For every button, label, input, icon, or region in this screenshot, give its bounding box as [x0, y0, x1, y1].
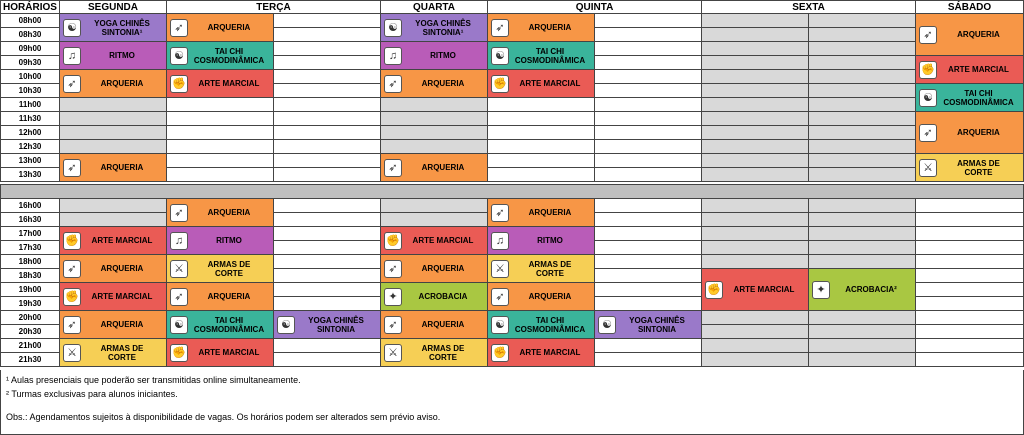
empty-slot [915, 254, 1024, 269]
class-block-sabado[interactable] [915, 153, 1024, 182]
empty-slot [915, 324, 1024, 339]
unavailable-slot [808, 167, 916, 182]
unavailable-slot [59, 111, 167, 126]
empty-slot [594, 153, 702, 168]
unavailable-slot [808, 352, 916, 367]
unavailable-slot [701, 212, 809, 227]
unavailable-slot [701, 153, 809, 168]
class-block-segunda[interactable] [59, 226, 167, 255]
class-block-sabado[interactable] [915, 55, 1024, 84]
sword-icon: ⚔ [919, 159, 937, 177]
empty-slot [273, 55, 381, 70]
time-slot: 17h00 [0, 226, 60, 241]
unavailable-slot [701, 352, 809, 367]
empty-slot [273, 13, 381, 28]
class-block-segunda[interactable] [59, 13, 167, 42]
class-block-segunda[interactable] [59, 282, 167, 311]
empty-slot [594, 198, 702, 213]
class-block-quarta[interactable] [380, 338, 488, 367]
empty-slot [594, 27, 702, 42]
empty-slot [487, 125, 595, 140]
empty-slot [915, 268, 1024, 283]
class-label: ARTE MARCIAL [519, 79, 581, 88]
archer-icon: ➶ [491, 204, 509, 222]
time-slot: 17h30 [0, 240, 60, 255]
unavailable-slot [808, 254, 916, 269]
empty-slot [594, 55, 702, 70]
class-block-terca[interactable] [166, 198, 274, 227]
drum-icon: ♫ [491, 232, 509, 250]
empty-slot [273, 83, 381, 98]
empty-slot [273, 198, 381, 213]
taichi-icon: ☯ [170, 316, 188, 334]
archer-icon: ➶ [919, 124, 937, 142]
unavailable-slot [701, 41, 809, 56]
unavailable-slot [701, 97, 809, 112]
unavailable-slot [380, 198, 488, 213]
class-block-segunda[interactable] [59, 41, 167, 70]
class-block-quarta[interactable] [380, 153, 488, 182]
empty-slot [594, 69, 702, 84]
class-label: ARQUERIA [528, 292, 572, 301]
unavailable-slot [701, 240, 809, 255]
header-segunda: SEGUNDA [59, 0, 167, 14]
time-slot: 13h00 [0, 153, 60, 168]
class-block-quinta[interactable] [487, 310, 595, 339]
class-block-quarta[interactable] [380, 13, 488, 42]
class-block-quinta[interactable] [487, 226, 595, 255]
unavailable-slot [380, 111, 488, 126]
empty-slot [594, 352, 702, 367]
class-label: ARQUERIA [100, 163, 144, 172]
empty-slot [594, 41, 702, 56]
unavailable-slot [808, 13, 916, 28]
time-slot: 20h30 [0, 324, 60, 339]
class-label: YOGA CHINÊS SINTONIA [629, 315, 685, 334]
archer-icon: ➶ [384, 260, 402, 278]
class-label: ARMAS DE CORTE [207, 259, 251, 278]
empty-slot [273, 167, 381, 182]
class-label: ARTE MARCIAL [91, 236, 153, 245]
empty-slot [487, 153, 595, 168]
class-label: ACROBACIA² [845, 285, 897, 294]
archer-icon: ➶ [919, 26, 937, 44]
class-label: ARTE MARCIAL [948, 65, 1009, 74]
empty-slot [166, 111, 274, 126]
time-slot: 11h00 [0, 97, 60, 112]
empty-slot [915, 296, 1024, 311]
class-block-quarta[interactable] [380, 310, 488, 339]
unavailable-slot [808, 198, 916, 213]
class-block-segunda[interactable] [59, 254, 167, 283]
unavailable-slot [59, 198, 167, 213]
unavailable-slot [701, 167, 809, 182]
unavailable-slot [808, 41, 916, 56]
unavailable-slot [701, 198, 809, 213]
class-label: ARQUERIA [421, 320, 465, 329]
unavailable-slot [808, 55, 916, 70]
unavailable-slot [701, 69, 809, 84]
taichi-icon: ☯ [491, 316, 509, 334]
empty-slot [487, 111, 595, 126]
class-block-terca[interactable] [166, 254, 274, 283]
class-block-terca[interactable] [166, 310, 274, 339]
kick-icon: ✊ [63, 232, 81, 250]
empty-slot [273, 41, 381, 56]
empty-slot [915, 352, 1024, 367]
time-slot: 18h00 [0, 254, 60, 269]
meditation-icon: ☯ [63, 19, 81, 37]
header-quarta: QUARTA [380, 0, 488, 14]
sword-icon: ⚔ [491, 260, 509, 278]
unavailable-slot [701, 125, 809, 140]
empty-slot [594, 125, 702, 140]
class-label: ARQUERIA [528, 208, 572, 217]
header-horarios: HORÁRIOS [0, 0, 60, 14]
class-block-segunda[interactable] [59, 310, 167, 339]
taichi-icon: ☯ [491, 47, 509, 65]
class-block-quinta[interactable] [487, 338, 595, 367]
footnote-1: ¹ Aulas presenciais que poderão ser transmitidas online simultaneamente. [6, 375, 301, 385]
archer-icon: ➶ [384, 316, 402, 334]
unavailable-slot [808, 212, 916, 227]
archer-icon: ➶ [491, 288, 509, 306]
archer-icon: ➶ [491, 19, 509, 37]
unavailable-slot [808, 125, 916, 140]
unavailable-slot [808, 240, 916, 255]
unavailable-slot [808, 338, 916, 353]
empty-slot [273, 97, 381, 112]
class-label: YOGA CHINÊS SINTONIA [308, 315, 364, 334]
acrobat-icon: ✦ [812, 281, 830, 299]
empty-slot [273, 282, 381, 297]
empty-slot [273, 27, 381, 42]
archer-icon: ➶ [170, 19, 188, 37]
class-label: ARQUERIA [957, 30, 1000, 39]
class-block-terca[interactable] [166, 69, 274, 98]
unavailable-slot [380, 125, 488, 140]
taichi-icon: ☯ [919, 89, 937, 107]
time-slot: 11h30 [0, 111, 60, 126]
class-block-quarta[interactable] [380, 226, 488, 255]
kick-icon: ✊ [170, 75, 188, 93]
time-slot: 19h00 [0, 282, 60, 297]
time-slot: 08h00 [0, 13, 60, 28]
empty-slot [273, 69, 381, 84]
empty-slot [487, 167, 595, 182]
class-block-segunda[interactable] [59, 338, 167, 367]
class-label: ARMAS DE CORTE [528, 259, 572, 278]
archer-icon: ➶ [384, 75, 402, 93]
drum-icon: ♫ [63, 47, 81, 65]
class-block-quinta[interactable] [487, 69, 595, 98]
unavailable-slot [701, 226, 809, 241]
class-label: YOGA CHINÊS SINTONIA¹ [415, 18, 471, 37]
class-label: ARQUERIA [100, 264, 144, 273]
empty-slot [594, 83, 702, 98]
class-block-quarta[interactable] [380, 69, 488, 98]
empty-slot [273, 296, 381, 311]
class-label: ARQUERIA [421, 264, 465, 273]
time-slot: 10h30 [0, 83, 60, 98]
class-block-quarta[interactable] [380, 254, 488, 283]
unavailable-slot [701, 254, 809, 269]
class-block-sabado[interactable] [915, 13, 1024, 56]
class-label: ARQUERIA [421, 163, 465, 172]
class-block-quinta[interactable] [487, 198, 595, 227]
unavailable-slot [808, 139, 916, 154]
empty-slot [166, 139, 274, 154]
class-block-sabado[interactable] [915, 83, 1024, 112]
class-block-quinta[interactable] [487, 254, 595, 283]
class-label: ARQUERIA [421, 79, 465, 88]
class-label: TAI CHI COSMODINÂMICA [193, 315, 265, 334]
class-block-terca[interactable] [166, 13, 274, 42]
kick-icon: ✊ [384, 232, 402, 250]
archer-icon: ➶ [170, 288, 188, 306]
time-slot: 08h30 [0, 27, 60, 42]
unavailable-slot [808, 226, 916, 241]
empty-slot [273, 139, 381, 154]
unavailable-slot [59, 97, 167, 112]
time-slot: 09h00 [0, 41, 60, 56]
meditation-icon: ☯ [277, 316, 295, 334]
footnotes [0, 370, 1024, 435]
time-slot: 16h30 [0, 212, 60, 227]
empty-slot [273, 226, 381, 241]
empty-slot [273, 268, 381, 283]
empty-slot [273, 240, 381, 255]
empty-slot [273, 254, 381, 269]
class-block-segunda[interactable] [59, 153, 167, 182]
class-block-terca[interactable] [166, 338, 274, 367]
empty-slot [915, 240, 1024, 255]
class-label: ARQUERIA [207, 292, 251, 301]
unavailable-slot [701, 27, 809, 42]
header-terca: TERÇA [166, 0, 381, 14]
kick-icon: ✊ [63, 288, 81, 306]
meditation-icon: ☯ [384, 19, 402, 37]
unavailable-slot [701, 111, 809, 126]
class-block-quarta[interactable] [380, 282, 488, 311]
class-label: TAI CHI COSMODINÂMICA [514, 315, 586, 334]
class-block-sabado[interactable] [915, 111, 1024, 154]
time-slot: 12h00 [0, 125, 60, 140]
empty-slot [594, 240, 702, 255]
class-label: ARMAS DE CORTE [100, 343, 144, 362]
empty-slot [594, 226, 702, 241]
archer-icon: ➶ [170, 204, 188, 222]
kick-icon: ✊ [170, 344, 188, 362]
unavailable-slot [808, 310, 916, 325]
unavailable-slot [380, 97, 488, 112]
empty-slot [273, 212, 381, 227]
empty-slot [915, 310, 1024, 325]
unavailable-slot [701, 310, 809, 325]
time-slot: 13h30 [0, 167, 60, 182]
unavailable-slot [701, 83, 809, 98]
class-block-quinta[interactable] [594, 310, 702, 339]
archer-icon: ➶ [63, 260, 81, 278]
class-block-quinta[interactable] [487, 282, 595, 311]
unavailable-slot [701, 139, 809, 154]
class-label: ARTE MARCIAL [519, 348, 581, 357]
sword-icon: ⚔ [384, 344, 402, 362]
empty-slot [594, 13, 702, 28]
unavailable-slot [380, 139, 488, 154]
class-block-sexta[interactable] [808, 268, 916, 311]
class-block-segunda[interactable] [59, 69, 167, 98]
empty-slot [594, 139, 702, 154]
time-slot: 09h30 [0, 55, 60, 70]
empty-slot [915, 212, 1024, 227]
class-label: TAI CHI COSMODINÂMICA [193, 46, 265, 65]
class-label: ARTE MARCIAL [198, 79, 260, 88]
unavailable-slot [701, 324, 809, 339]
empty-slot [915, 198, 1024, 213]
midday-separator [0, 184, 1024, 199]
unavailable-slot [701, 55, 809, 70]
kick-icon: ✊ [919, 61, 937, 79]
empty-slot [915, 338, 1024, 353]
class-block-quarta[interactable] [380, 41, 488, 70]
empty-slot [273, 352, 381, 367]
unavailable-slot [59, 125, 167, 140]
time-slot: 20h00 [0, 310, 60, 325]
header-sabado: SÁBADO [915, 0, 1024, 14]
kick-icon: ✊ [491, 75, 509, 93]
empty-slot [594, 254, 702, 269]
empty-slot [273, 338, 381, 353]
class-label: TAI CHI COSMODINÂMICA [943, 88, 1014, 107]
empty-slot [166, 125, 274, 140]
class-label: RITMO [537, 236, 563, 245]
empty-slot [273, 153, 381, 168]
class-label: ARTE MARCIAL [91, 292, 153, 301]
unavailable-slot [808, 69, 916, 84]
class-label: ARQUERIA [207, 208, 251, 217]
empty-slot [273, 125, 381, 140]
time-slot: 21h00 [0, 338, 60, 353]
empty-slot [915, 282, 1024, 297]
empty-slot [594, 338, 702, 353]
class-label: ARTE MARCIAL [198, 348, 260, 357]
unavailable-slot [59, 212, 167, 227]
meditation-icon: ☯ [598, 316, 616, 334]
class-label: ARQUERIA [100, 79, 144, 88]
empty-slot [487, 139, 595, 154]
observation-note: Obs.: Agendamentos sujeitos à disponibilidade de vagas. Os horários podem ser alterados sem prévio aviso. [6, 412, 441, 422]
unavailable-slot [808, 83, 916, 98]
class-label: ARQUERIA [207, 23, 251, 32]
class-label: ARMAS DE CORTE [421, 343, 465, 362]
time-slot: 12h30 [0, 139, 60, 154]
class-block-terca[interactable] [166, 41, 274, 70]
sword-icon: ⚔ [170, 260, 188, 278]
time-slot: 19h30 [0, 296, 60, 311]
class-label: ARQUERIA [528, 23, 572, 32]
empty-slot [166, 97, 274, 112]
class-label: ARQUERIA [957, 128, 1000, 137]
footnote-2: ² Turmas exclusivas para alunos iniciantes. [6, 389, 178, 399]
drum-icon: ♫ [384, 47, 402, 65]
class-label: ARMAS DE CORTE [957, 158, 1000, 177]
empty-slot [915, 226, 1024, 241]
class-label: YOGA CHINÊS SINTONIA¹ [94, 18, 150, 37]
class-label: ACROBACIA [418, 292, 468, 301]
time-slot: 18h30 [0, 268, 60, 283]
unavailable-slot [380, 212, 488, 227]
empty-slot [594, 282, 702, 297]
archer-icon: ➶ [63, 316, 81, 334]
empty-slot [594, 268, 702, 283]
class-block-terca[interactable] [166, 282, 274, 311]
time-slot: 10h00 [0, 69, 60, 84]
empty-slot [487, 97, 595, 112]
empty-slot [166, 167, 274, 182]
empty-slot [594, 97, 702, 112]
acrobat-icon: ✦ [384, 288, 402, 306]
class-label: RITMO [430, 51, 456, 60]
header-quinta: QUINTA [487, 0, 702, 14]
time-slot: 16h00 [0, 198, 60, 213]
taichi-icon: ☯ [170, 47, 188, 65]
time-slot: 21h30 [0, 352, 60, 367]
class-label: ARTE MARCIAL [412, 236, 474, 245]
class-block-terca[interactable] [166, 226, 274, 255]
unavailable-slot [808, 153, 916, 168]
sword-icon: ⚔ [63, 344, 81, 362]
drum-icon: ♫ [170, 232, 188, 250]
empty-slot [273, 111, 381, 126]
unavailable-slot [808, 324, 916, 339]
class-label: RITMO [216, 236, 242, 245]
unavailable-slot [701, 13, 809, 28]
class-block-quinta[interactable] [487, 41, 595, 70]
header-sexta: SEXTA [701, 0, 916, 14]
archer-icon: ➶ [63, 159, 81, 177]
class-label: TAI CHI COSMODINÂMICA [514, 46, 586, 65]
class-label: ARTE MARCIAL [733, 285, 795, 294]
class-label: ARQUERIA [100, 320, 144, 329]
unavailable-slot [59, 139, 167, 154]
unavailable-slot [701, 338, 809, 353]
unavailable-slot [808, 111, 916, 126]
class-block-sexta[interactable] [701, 268, 809, 311]
empty-slot [166, 153, 274, 168]
unavailable-slot [808, 27, 916, 42]
archer-icon: ➶ [384, 159, 402, 177]
empty-slot [594, 167, 702, 182]
empty-slot [594, 111, 702, 126]
kick-icon: ✊ [491, 344, 509, 362]
empty-slot [594, 212, 702, 227]
empty-slot [594, 296, 702, 311]
class-label: RITMO [109, 51, 135, 60]
unavailable-slot [808, 97, 916, 112]
class-block-terca[interactable] [273, 310, 381, 339]
archer-icon: ➶ [63, 75, 81, 93]
class-block-quinta[interactable] [487, 13, 595, 42]
kick-icon: ✊ [705, 281, 723, 299]
